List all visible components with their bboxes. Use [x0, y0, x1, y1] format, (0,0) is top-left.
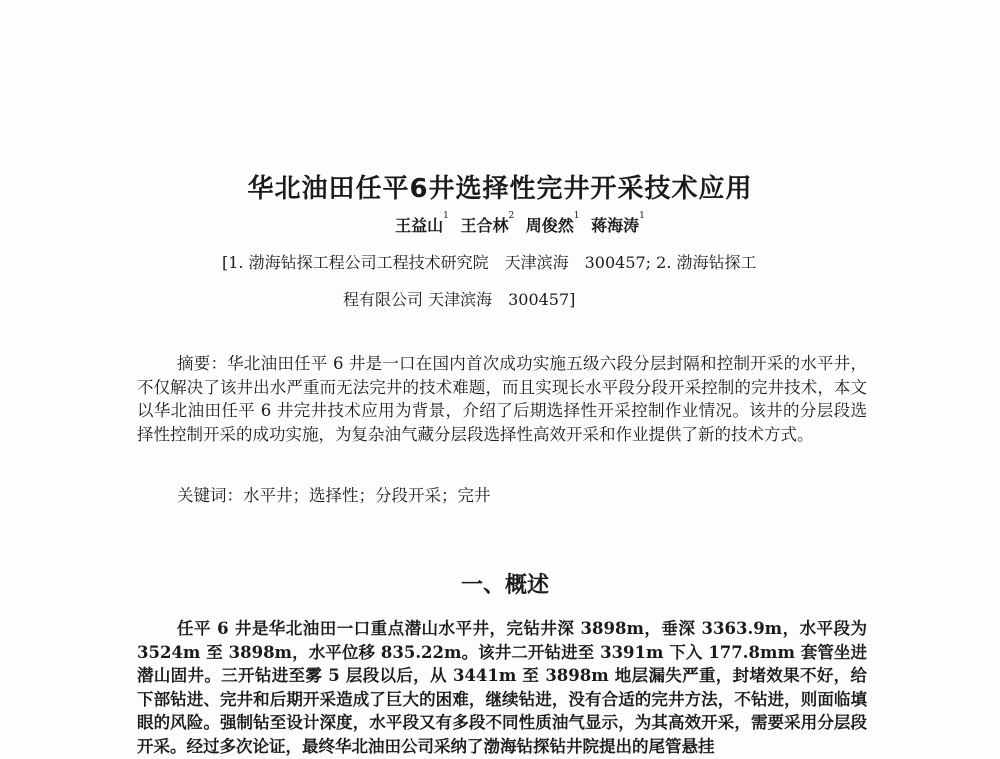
paper-title: 华北油田任平6井选择性完井开采技术应用: [247, 174, 753, 204]
body-paragraph: 任平 6 井是华北油田一口重点潜山水平井，完钻井深 3898m，垂深 3363.9m，水平段为 3524m 至 3898m，水平位移 835.22m。该井二开钻进至 3391m 下入 177.8mm 套管坐进潜山固井。三开钻进至雾 5 层段以后，从 3441m 至 3898m 地层漏失严重，封堵效果不好，给下部钻进、完井和后期开采造成了巨大的困难，继续钻进，没有合适的完井方法，不钻进，则面临填眼的风险。强制钻至设计深度，水平段又有多段不同性质油气显示，为其高效开采，需要采用分层段开采。经过多次论证，最终华北油田公司采纳了渤海钻探钻井院提出的尾管悬挂: [137, 619, 867, 756]
author-affil-mark: 2: [508, 211, 515, 221]
author-2: [460, 211, 515, 235]
section-heading-overview: 一、概述: [460, 573, 549, 598]
keywords-line: 关键词：水平井；选择性；分段开采；完井: [177, 486, 491, 505]
author-name: 周俊然: [525, 216, 574, 235]
author-1: [395, 211, 449, 235]
author-list: [0, 213, 1000, 236]
author-3: [525, 211, 580, 235]
affiliation-line-2: 程有限公司 天津滨海 300457]: [343, 290, 576, 309]
author-affil-mark: 1: [639, 211, 645, 221]
author-name: 王合林: [460, 216, 509, 235]
author-name: 蒋海涛: [591, 216, 640, 235]
author-name: 王益山: [395, 216, 444, 235]
author-affil-mark: 1: [573, 211, 580, 221]
author-affil-mark: 1: [443, 211, 449, 221]
abstract-paragraph: 摘要：华北油田任平 6 井是一口在国内首次成功实施五级六段分层封隔和控制开采的水平井，不仅解决了该井出水严重而无法完井的技术难题，而且实现长水平段分段开采控制的完井技术，本文以华北油田任平 6 井完井技术应用为背景，介绍了后期选择性开采控制作业情况。该井的分层段选择性控制开采的成功实施，为复杂油气藏分层段选择性高效开采和作业提供了新的技术方式。: [137, 354, 867, 444]
author-4: [591, 211, 645, 235]
affiliation-line-1: [1. 渤海钻探工程公司工程技术研究院 天津滨海 300457; 2. 渤海钻探工: [222, 253, 757, 272]
